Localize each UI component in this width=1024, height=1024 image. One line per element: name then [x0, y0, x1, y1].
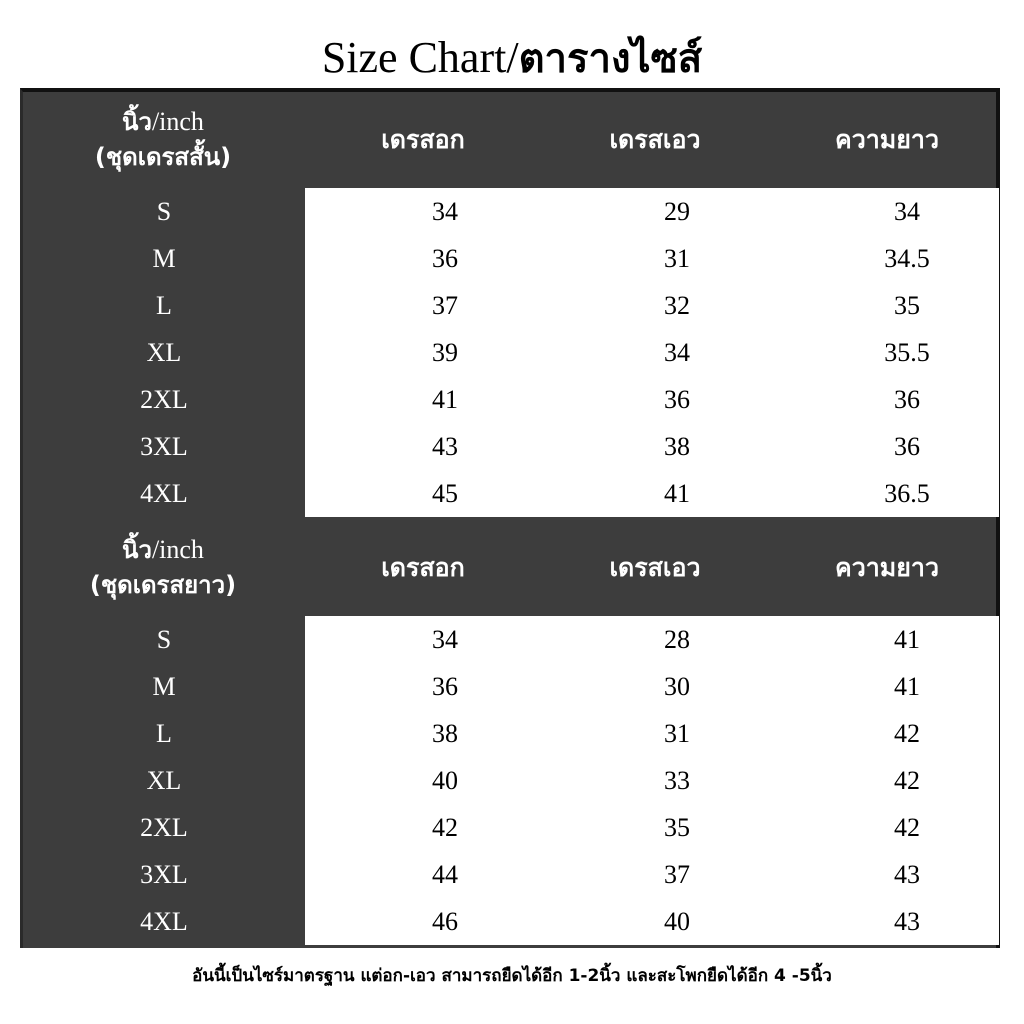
column-header: เดรสเอว: [609, 553, 701, 582]
size-label: 2XL: [140, 813, 188, 842]
footer-note: อันนี้เป็นไซร์มาตรฐาน แต่อก-เอว สามารถยืดได้อีก 1-2นิ้ว และสะโพกยืดได้อีก 4 -5นิ้ว: [192, 966, 832, 986]
table-cell: 30: [664, 672, 690, 701]
table-cell: 42: [894, 813, 920, 842]
table-cell: 34: [664, 338, 690, 367]
unit-label: [23, 92, 303, 188]
table-cell: 43: [894, 907, 920, 936]
table-cell: 38: [664, 432, 690, 461]
table-row: [305, 423, 999, 470]
size-label: L: [156, 719, 172, 748]
table-row: [305, 235, 999, 282]
table-cell: 34: [432, 197, 458, 226]
table-cell: 36: [432, 672, 458, 701]
table-cell: 36: [664, 385, 690, 414]
table-cell: 29: [664, 197, 690, 226]
unit-label: [23, 520, 303, 616]
size-chart-table: [20, 88, 1000, 948]
table-cell: 36.5: [884, 479, 930, 508]
table-row: [305, 898, 999, 945]
table-cell: 36: [432, 244, 458, 273]
table-cell: 34: [432, 625, 458, 654]
table-body: [305, 616, 999, 945]
table-row: [305, 663, 999, 710]
table-cell: 32: [664, 291, 690, 320]
table-cell: 36: [894, 385, 920, 414]
size-label: M: [152, 672, 176, 701]
dress-type-label: (ชุดเดรสยาว): [89, 571, 237, 599]
size-label: S: [156, 197, 172, 226]
table-row: [305, 470, 999, 517]
table-cell: 39: [432, 338, 458, 367]
table-row: [305, 282, 999, 329]
size-label: 2XL: [140, 385, 188, 414]
column-header: เดรสอก: [381, 553, 465, 582]
unit-en: /inch: [151, 107, 204, 136]
table-row: [305, 804, 999, 851]
unit-line: [23, 105, 303, 139]
table-cell: 37: [432, 291, 458, 320]
unit-line: [23, 533, 303, 567]
size-label: 4XL: [140, 479, 188, 508]
column-header: ความยาว: [834, 553, 939, 582]
table-row: [305, 616, 999, 663]
page-title: [0, 28, 1024, 89]
table-cell: 42: [894, 719, 920, 748]
table-cell: 33: [664, 766, 690, 795]
table-cell: 35.5: [884, 338, 930, 367]
table-cell: 37: [664, 860, 690, 889]
table-header: [23, 520, 999, 616]
long-dress-section: [23, 520, 999, 948]
table-cell: 44: [432, 860, 458, 889]
short-dress-section: [23, 92, 999, 518]
size-column: [23, 616, 305, 945]
table-cell: 42: [432, 813, 458, 842]
table-row: [305, 376, 999, 423]
table-row: [305, 710, 999, 757]
size-label: XL: [146, 766, 182, 795]
column-header: เดรสอก: [381, 125, 465, 154]
table-body: [305, 188, 999, 517]
table-row: [305, 329, 999, 376]
table-cell: 42: [894, 766, 920, 795]
table-row: [305, 757, 999, 804]
table-cell: 43: [432, 432, 458, 461]
unit-en: /inch: [151, 535, 204, 564]
size-label: M: [152, 244, 176, 273]
table-row: [305, 188, 999, 235]
table-cell: 34: [894, 197, 920, 226]
size-label: S: [156, 625, 172, 654]
dress-type-label: (ชุดเดรสสั้น): [94, 143, 232, 171]
table-cell: 41: [664, 479, 690, 508]
title-en: Size Chart/: [321, 33, 519, 82]
unit-th: นิ้ว: [122, 536, 152, 564]
table-cell: 36: [894, 432, 920, 461]
table-cell: 46: [432, 907, 458, 936]
table-row: [305, 851, 999, 898]
table-cell: 40: [664, 907, 690, 936]
table-cell: 38: [432, 719, 458, 748]
table-cell: 45: [432, 479, 458, 508]
size-label: L: [156, 291, 172, 320]
table-cell: 34.5: [884, 244, 930, 273]
table-cell: 43: [894, 860, 920, 889]
title-th: ตารางไซส์: [518, 36, 703, 82]
table-cell: 41: [432, 385, 458, 414]
table-header: [23, 92, 999, 188]
table-cell: 41: [894, 625, 920, 654]
table-cell: 41: [894, 672, 920, 701]
column-header: เดรสเอว: [609, 125, 701, 154]
table-cell: 40: [432, 766, 458, 795]
table-cell: 35: [894, 291, 920, 320]
column-header: ความยาว: [834, 125, 939, 154]
table-cell: 31: [664, 244, 690, 273]
table-cell: 35: [664, 813, 690, 842]
size-label: 3XL: [140, 860, 188, 889]
table-cell: 31: [664, 719, 690, 748]
unit-th: นิ้ว: [122, 108, 152, 136]
size-label: 3XL: [140, 432, 188, 461]
table-cell: 28: [664, 625, 690, 654]
size-label: XL: [146, 338, 182, 367]
size-label: 4XL: [140, 907, 188, 936]
size-column: [23, 188, 305, 517]
